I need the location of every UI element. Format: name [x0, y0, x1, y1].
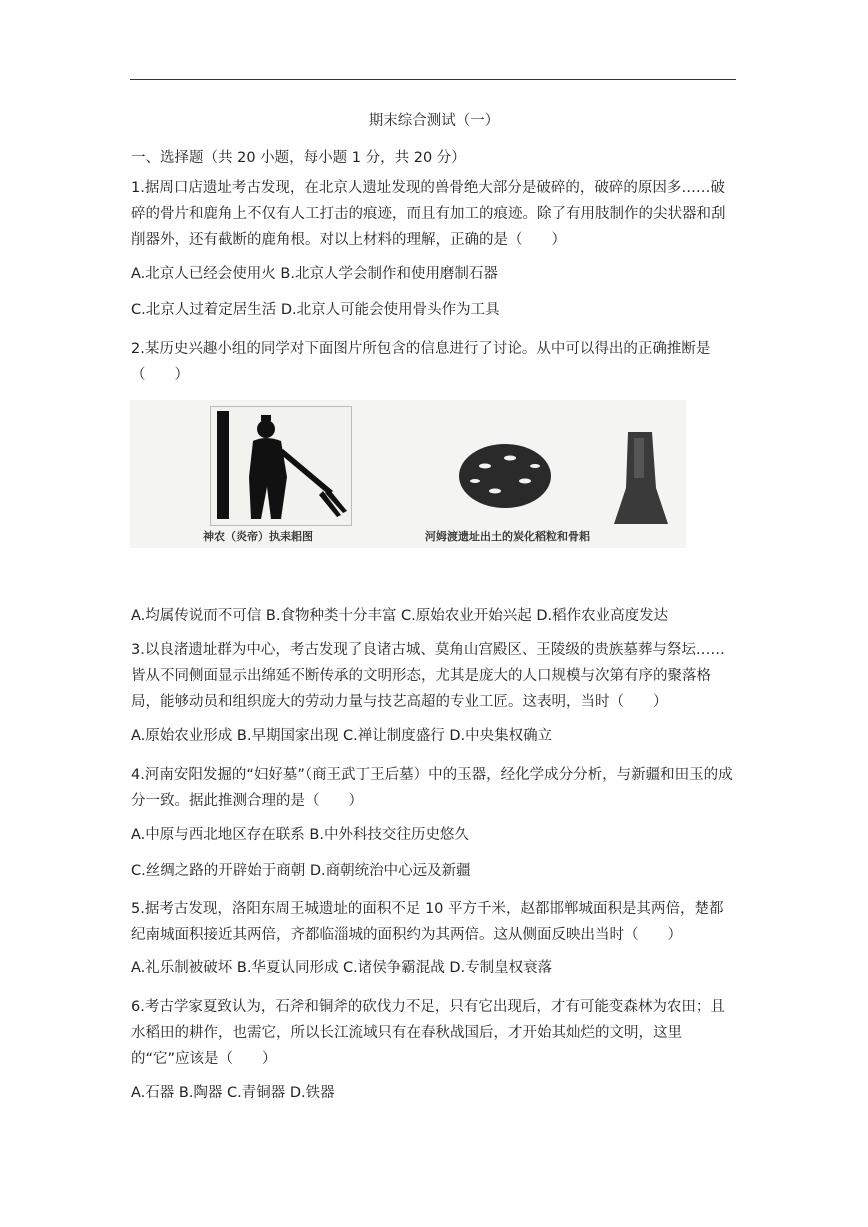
page-title: 期末综合测试（一）	[368, 113, 500, 129]
header-rule	[130, 79, 736, 80]
shennong-figure-icon	[211, 407, 351, 525]
carbonized-rice-icon	[455, 436, 605, 526]
question-4-stem: 4.河南安阳发掘的“妇好墓”（商王武丁王后墓）中的玉器，经化学成分分析，与新疆和田玉的成分一致。据此推测合理的是（ ）	[131, 767, 733, 809]
question-5-stem: 5.据考古发现，洛阳东周王城遗址的面积不足 10 平方千米，赵都邯郸城面积是其两倍，楚都纪南城面积接近其两倍，齐都临淄城的面积约为其两倍。这从侧面反映出当时（ ）	[131, 901, 724, 943]
figure-caption-right: 河姆渡遗址出土的炭化稻粒和骨耜	[425, 530, 590, 543]
question-1-stem: 1.据周口店遗址考古发现，在北京人遗址发现的兽骨绝大部分是破碎的，破碎的原因多……破碎的骨片和鹿角上不仅有人工打击的痕迹，而且有加工的痕迹。除了有用肢制作的尖状器和刮削器外，还有截断的鹿角根。对以上材料的理解，正确的是（ ）	[131, 180, 726, 248]
question-2-stem: 2.某历史兴趣小组的同学对下面图片所包含的信息进行了讨论。从中可以得出的正确推断是（ ）	[131, 341, 711, 383]
question-4-options-c-d: C.丝绸之路的开辟始于商朝 D.商朝统治中心远及新疆	[131, 863, 471, 879]
figure-caption-left: 神农（炎帝）执耒耜图	[203, 530, 313, 543]
question-1-options-a-b: A.北京人已经会使用火 B.北京人学会制作和使用磨制石器	[131, 266, 498, 282]
section-heading: 一、选择题（共 20 小题，每小题 1 分，共 20 分）	[131, 150, 466, 166]
question-6-options: A.石器 B.陶器 C.青铜器 D.铁器	[131, 1085, 335, 1101]
shennong-image	[210, 406, 352, 526]
question-5-options: A.礼乐制被破坏 B.华夏认同形成 C.诸侯争霸混战 D.专制皇权衰落	[131, 960, 553, 976]
question-3-stem: 3.以良渚遗址群为中心，考古发现了良诸古城、莫角山宫殿区、王陵级的贵族墓葬与祭坛……皆从不同侧面显示出绵延不断传承的文明形态，尤其是庞大的人口规模与次第有序的聚落格局，能够动员和组织庞大的劳动力量与技艺高超的专业工匠。这表明，当时（ ）	[131, 642, 725, 710]
question-1-options-c-d: C.北京人过着定居生活 D.北京人可能会使用骨头作为工具	[131, 302, 500, 318]
question-2-figure	[130, 400, 686, 548]
question-6-stem: 6.考古学家夏致认为，石斧和铜斧的砍伐力不足，只有它出现后，才有可能变森林为农田；且水稻田的耕作，也需它，所以长江流域只有在春秋战国后，才开始其灿烂的文明，这里的“它”应该是（ ）	[131, 999, 725, 1067]
question-2-options: A.均属传说而不可信 B.食物种类十分丰富 C.原始农业开始兴起 D.稻作农业高度发达	[131, 608, 669, 624]
question-4-options-a-b: A.中原与西北地区存在联系 B.中外科技交往历史悠久	[131, 827, 469, 843]
bone-spade-icon	[610, 428, 670, 528]
question-3-options: A.原始农业形成 B.早期国家出现 C.禅让制度盛行 D.中央集权确立	[131, 728, 553, 744]
